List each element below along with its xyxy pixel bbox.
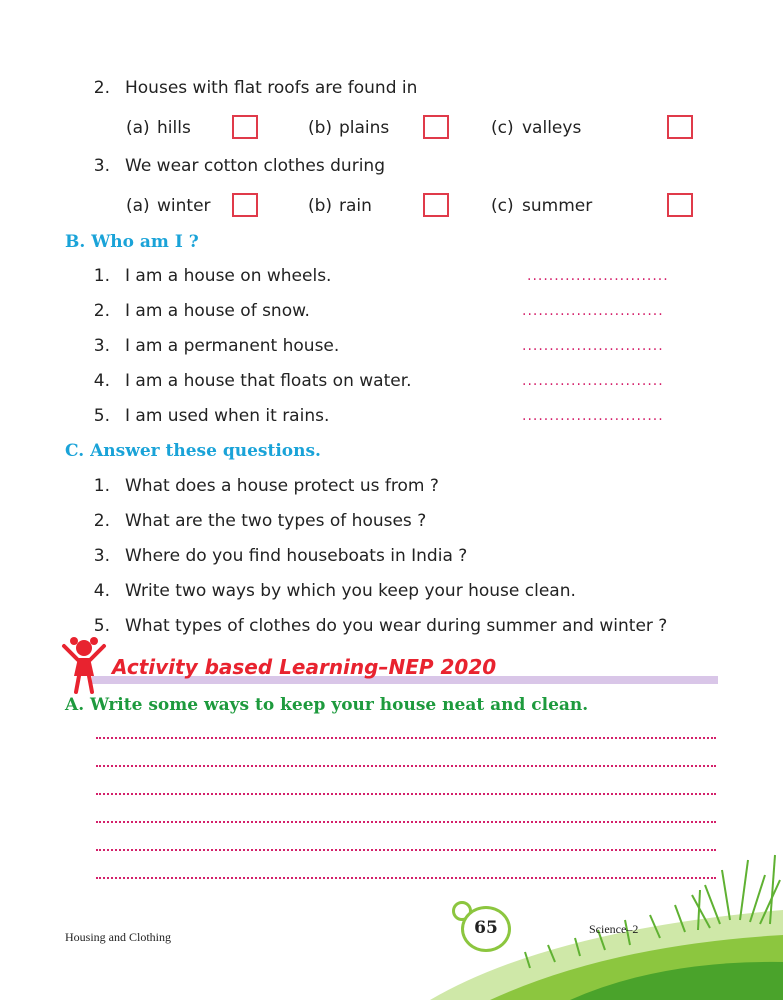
page-number: 65 <box>474 918 498 938</box>
item-number: 4. <box>93 581 110 601</box>
item-number: 5. <box>93 616 110 636</box>
item-text: Write two ways by which you keep your house clean. <box>125 581 576 601</box>
section-b-title: B. Who am I ? <box>65 232 199 252</box>
option-label: (b) <box>308 118 333 138</box>
option-label: (b) <box>308 196 333 216</box>
answer-checkbox[interactable] <box>667 115 693 139</box>
option-label: (c) <box>491 196 514 216</box>
answer-blank[interactable]: .......................... <box>522 373 664 389</box>
item-number: 4. <box>93 371 110 391</box>
question-text: Houses with flat roofs are found in <box>125 78 418 98</box>
option-text: plains <box>339 118 390 138</box>
writing-line[interactable] <box>96 737 716 739</box>
item-text: I am used when it rains. <box>125 406 330 426</box>
answer-blank[interactable]: .......................... <box>522 338 664 354</box>
writing-line[interactable] <box>96 821 716 823</box>
item-number: 3. <box>93 546 110 566</box>
book-name: Science–2 <box>589 922 639 936</box>
item-text: I am a house that floats on water. <box>125 371 412 391</box>
item-number: 2. <box>93 511 110 531</box>
item-text: Where do you find houseboats in India ? <box>125 546 468 566</box>
answer-blank[interactable]: .......................... <box>527 268 669 284</box>
answer-blank[interactable]: .......................... <box>522 408 664 424</box>
item-text: What are the two types of houses ? <box>125 511 427 531</box>
section-c-title: C. Answer these questions. <box>65 441 321 461</box>
item-number: 2. <box>93 301 110 321</box>
item-text: I am a house on wheels. <box>125 266 332 286</box>
cheering-kid-icon <box>56 632 112 696</box>
option-label: (a) <box>126 118 150 138</box>
option-text: winter <box>157 196 211 216</box>
item-number: 1. <box>93 476 110 496</box>
option-label: (c) <box>491 118 514 138</box>
answer-checkbox[interactable] <box>667 193 693 217</box>
answer-checkbox[interactable] <box>423 193 449 217</box>
answer-blank[interactable]: .......................... <box>522 303 664 319</box>
writing-line[interactable] <box>96 765 716 767</box>
answer-checkbox[interactable] <box>232 193 258 217</box>
item-text: I am a house of snow. <box>125 301 310 321</box>
answer-checkbox[interactable] <box>423 115 449 139</box>
answer-checkbox[interactable] <box>232 115 258 139</box>
item-text: What does a house protect us from ? <box>125 476 439 496</box>
writing-line[interactable] <box>96 793 716 795</box>
option-text: rain <box>339 196 372 216</box>
item-number: 1. <box>93 266 110 286</box>
option-label: (a) <box>126 196 150 216</box>
question-number: 3. <box>93 156 110 176</box>
chapter-name: Housing and Clothing <box>65 930 172 944</box>
item-number: 3. <box>93 336 110 356</box>
option-text: hills <box>157 118 191 138</box>
item-text: What types of clothes do you wear during summer and winter ? <box>125 616 668 636</box>
question-text: We wear cotton clothes during <box>125 156 385 176</box>
item-number: 5. <box>93 406 110 426</box>
question-number: 2. <box>93 78 110 98</box>
item-text: I am a permanent house. <box>125 336 340 356</box>
activity-question-title: A. Write some ways to keep your house neat and clean. <box>65 695 589 715</box>
option-text: valleys <box>522 118 582 138</box>
option-text: summer <box>522 196 593 216</box>
activity-banner-title: Activity based Learning–NEP 2020 <box>112 655 497 679</box>
